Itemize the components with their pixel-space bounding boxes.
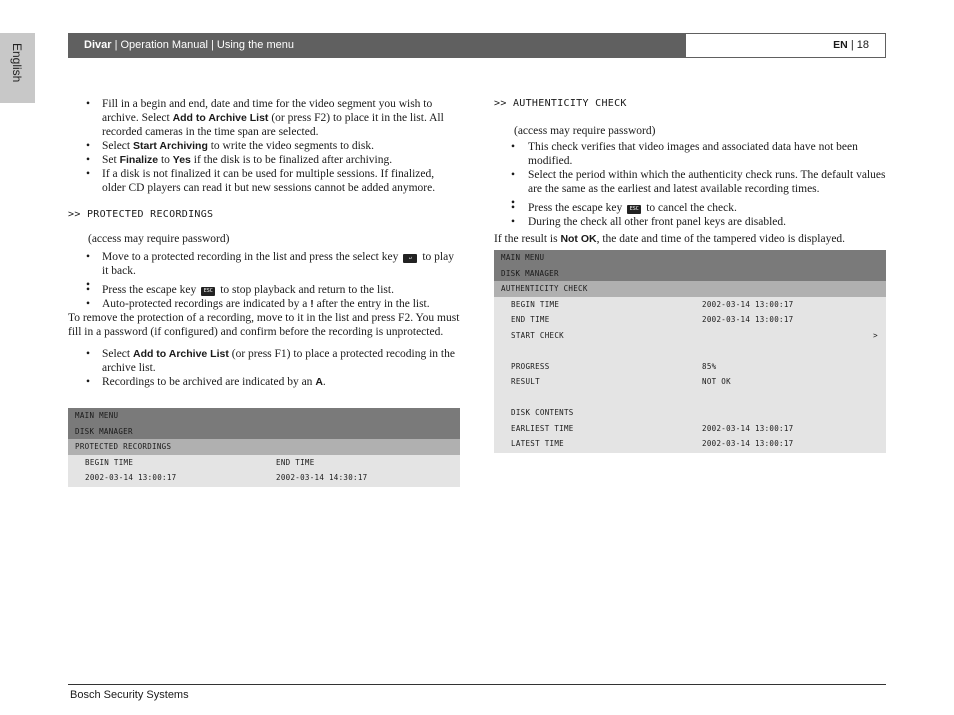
begin-time-value: 2002-03-14 13:00:17 bbox=[85, 473, 177, 482]
language-label: English bbox=[10, 43, 24, 83]
start-check-label: START CHECK bbox=[511, 330, 564, 340]
result-paragraph: If the result is Not OK, the date and time of the tampered video is displayed. bbox=[494, 233, 846, 245]
list-item: • During the check all other front panel keys are disabled. bbox=[494, 215, 886, 229]
password-note: (access may require password) bbox=[88, 233, 230, 245]
progress-value: 85% bbox=[702, 361, 717, 371]
latest-time-label: LATEST TIME bbox=[511, 439, 564, 448]
password-note: (access may require password) bbox=[514, 125, 656, 137]
header-title: | Operation Manual | Using the menu bbox=[111, 39, 294, 51]
list-item: • Set Finalize to Yes if the disk is to be finalized after archiving. bbox=[68, 153, 460, 167]
list-item: • Select Add to Archive List (or press F1) to place a protected recoding in the archive list. bbox=[68, 347, 460, 375]
menu-row-protected: PROTECTED RECORDINGS bbox=[68, 439, 460, 455]
menu-spacer bbox=[494, 390, 886, 406]
begin-time-header: BEGIN TIME bbox=[85, 457, 134, 467]
list-item: • Auto-protected recordings are indicated by a ! after the entry in the list. bbox=[68, 297, 460, 311]
section-heading-protected: >> PROTECTED RECORDINGS bbox=[68, 209, 214, 220]
menu-row-main: MAIN MENU bbox=[68, 408, 460, 424]
latest-time-row bbox=[494, 436, 886, 453]
unprotect-paragraph: To remove the protection of a recording, move to it in the list and press F2. You must fill in a password (if configured) and confirm before the recording is unprotected. bbox=[68, 312, 460, 338]
list-item: • Fill in a begin and end, date and time for the video segment you wish to archive. Select Add to Archive List (or press F2) to place it in the list. All recorded cameras in the time span are selected. bbox=[68, 97, 460, 139]
header-page-box bbox=[686, 33, 886, 58]
menu-spacer bbox=[494, 343, 886, 359]
header-sep: | bbox=[847, 39, 857, 51]
escape-key-icon: ESC bbox=[201, 287, 215, 296]
latest-time-value: 2002-03-14 13:00:17 bbox=[702, 439, 794, 448]
page-number: 18 bbox=[856, 39, 869, 51]
footer-divider bbox=[68, 684, 886, 685]
menu-row-authenticity: AUTHENTICITY CHECK bbox=[494, 281, 886, 297]
footer-text: Bosch Security Systems bbox=[70, 689, 189, 701]
archive-bullets bbox=[68, 97, 460, 195]
header-brand: Divar bbox=[84, 39, 112, 51]
header-bar bbox=[68, 33, 686, 58]
end-time-header: END TIME bbox=[276, 457, 315, 467]
protected-bullets bbox=[68, 250, 460, 311]
list-item: • Select the period within which the authenticity check runs. The default values are the same as the earliest and latest available recording times. bbox=[494, 168, 886, 196]
section-heading-authenticity: >> AUTHENTICITY CHECK bbox=[494, 98, 627, 109]
progress-row bbox=[494, 359, 886, 375]
begin-time-label: BEGIN TIME bbox=[511, 299, 560, 309]
earliest-time-label: EARLIEST TIME bbox=[511, 423, 574, 433]
result-label: RESULT bbox=[511, 377, 540, 386]
end-time-row[interactable] bbox=[494, 312, 886, 328]
right-column bbox=[494, 97, 886, 246]
disk-contents-row bbox=[494, 405, 886, 421]
archive-list-bullets bbox=[68, 347, 460, 389]
begin-time-value: 2002-03-14 13:00:17 bbox=[702, 299, 794, 309]
begin-time-row[interactable] bbox=[494, 297, 886, 313]
protected-recordings-menu bbox=[68, 408, 460, 487]
recording-row bbox=[68, 470, 460, 487]
list-item: • Move to a protected recording in the list and press the select key ↵ to play it back. bbox=[68, 250, 460, 278]
header-lang: EN bbox=[833, 39, 848, 51]
end-time-value: 2002-03-14 14:30:17 bbox=[276, 473, 368, 482]
list-item: • Select Start Archiving to write the video segments to disk. bbox=[68, 139, 460, 153]
select-key-icon: ↵ bbox=[403, 254, 417, 263]
escape-key-icon: ESC bbox=[627, 205, 641, 214]
start-check-row[interactable] bbox=[494, 328, 886, 344]
menu-row-disk-manager: DISK MANAGER bbox=[68, 424, 460, 440]
menu-header-row bbox=[68, 455, 460, 471]
earliest-time-value: 2002-03-14 13:00:17 bbox=[702, 423, 794, 433]
list-item: • If a disk is not finalized it can be used for multiple sessions. If finalized, older CD players can read it but new sessions cannot be added anymore. bbox=[68, 167, 460, 195]
left-column bbox=[68, 97, 460, 389]
list-item: • Recordings to be archived are indicated by an A. bbox=[68, 375, 460, 389]
end-time-label: END TIME bbox=[511, 315, 550, 324]
progress-label: PROGRESS bbox=[511, 361, 550, 371]
language-tab bbox=[0, 33, 35, 103]
authenticity-bullets bbox=[494, 140, 886, 229]
menu-row-disk-manager: DISK MANAGER bbox=[494, 266, 886, 282]
earliest-time-row bbox=[494, 421, 886, 437]
submenu-arrow-icon: > bbox=[873, 330, 878, 340]
result-row bbox=[494, 374, 886, 390]
list-item: • Press the escape key ESC to stop playback and return to the list. bbox=[68, 283, 460, 297]
list-item: • This check verifies that video images and associated data have not been modified. bbox=[494, 140, 886, 168]
end-time-value: 2002-03-14 13:00:17 bbox=[702, 315, 794, 324]
list-item: • Press the escape key ESC to cancel the check. bbox=[494, 201, 886, 215]
authenticity-check-menu bbox=[494, 250, 886, 453]
disk-contents-label: DISK CONTENTS bbox=[511, 408, 574, 417]
result-value: NOT OK bbox=[702, 377, 731, 386]
menu-row-main: MAIN MENU bbox=[494, 250, 886, 266]
